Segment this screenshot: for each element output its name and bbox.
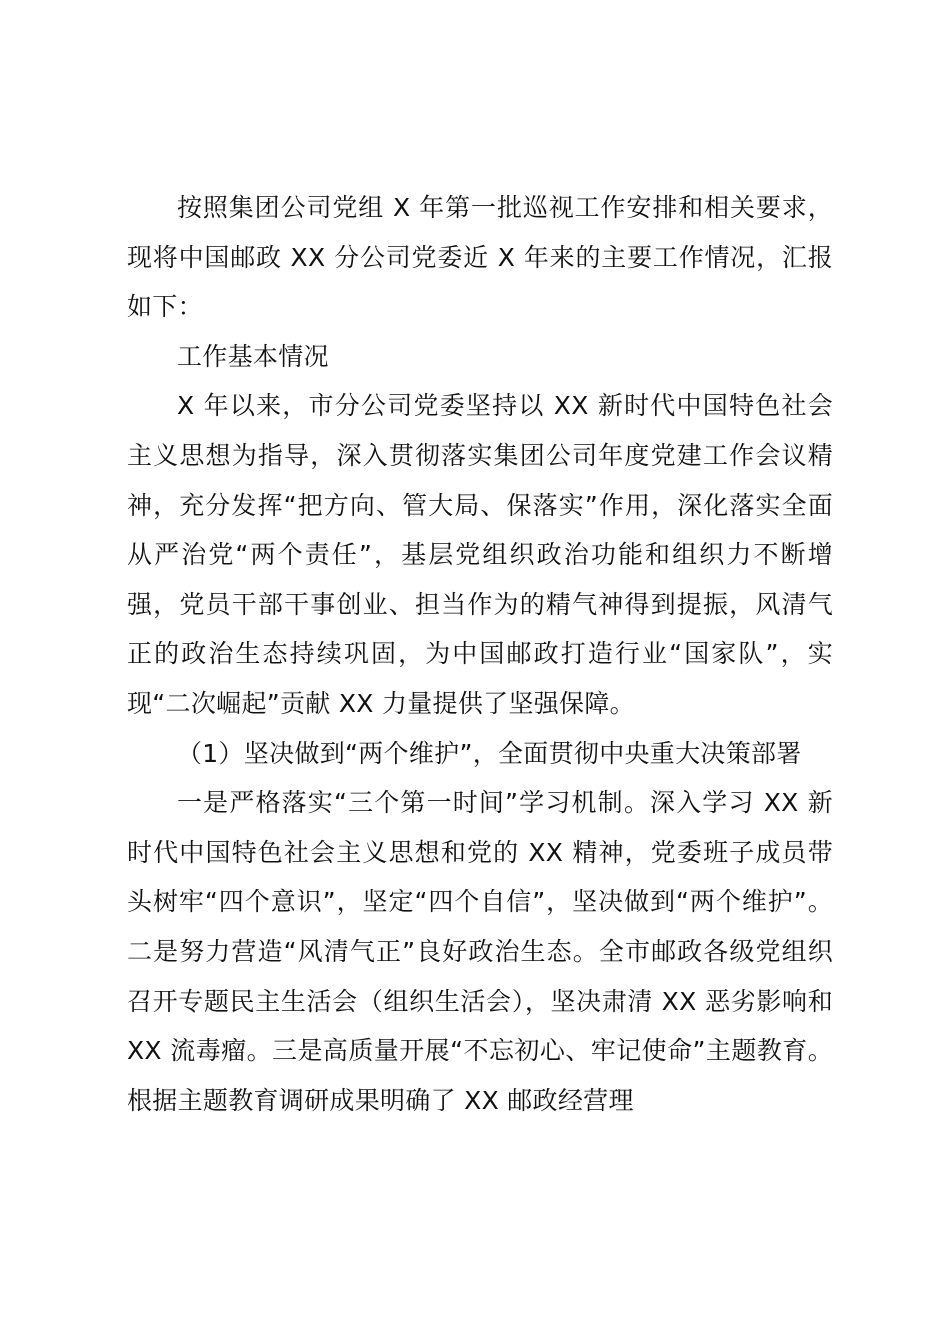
subheading-1: （1）坚决做到“两个维护”，全面贯彻中央重大决策部署	[177, 738, 802, 768]
document-body	[127, 183, 833, 1125]
section-heading: 工作基本情况	[177, 341, 329, 371]
detail-paragraph-1: 一是严格落实“三个第一时间”学习机制。深入学习 XX 新时代中国特色社会主义思想和党的 XX 精神，党委班子成员带头树牢“四个意识”，坚定“四个自信”，坚决做到“两个维护”。二是努力营造“风清气正”良好政治生态。全市邮政各级党组织召开专题民主生活会（组织生活会），坚决肃清 XX 恶劣影响和 XX 流毒瘤。三是高质量开展“不忘初心、牢记使命”主题教育。根据主题教育调研成果明确了 XX 邮政经营理	[127, 788, 833, 1115]
overview-paragraph: X 年以来，市分公司党委坚持以 XX 新时代中国特色社会主义思想为指导，深入贯彻落实集团公司年度党建工作会议精神，充分发挥“把方向、管大局、保落实”作用，深化落实全面从严治党“两个责任”，基层党组织政治功能和组织力不断增强，党员干部干事创业、担当作为的精气神得到提振，风清气正的政治生态持续巩固，为中国邮政打造行业“国家队”，实现“二次崛起”贡献 XX 力量提供了坚强保障。	[127, 391, 833, 718]
intro-paragraph: 按照集团公司党组 X 年第一批巡视工作安排和相关要求，现将中国邮政 XX 分公司党委近 X 年来的主要工作情况，汇报如下：	[127, 193, 833, 322]
